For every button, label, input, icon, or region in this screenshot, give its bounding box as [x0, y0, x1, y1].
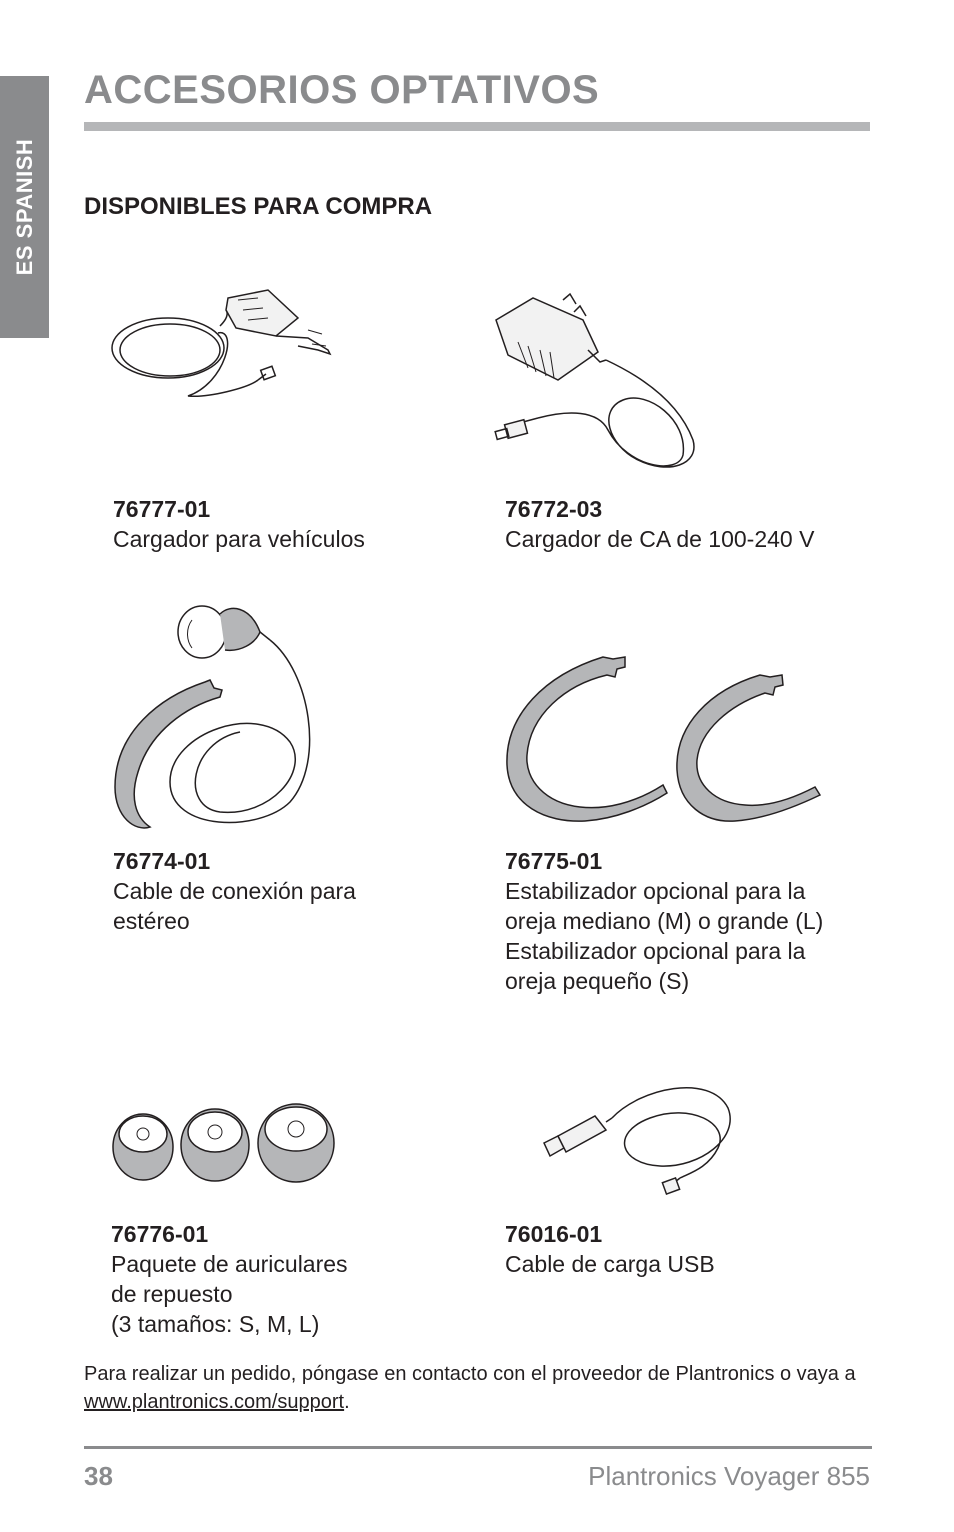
item-code: 76016-01 [505, 1221, 603, 1247]
item-description: Cargador de CA de 100-240 V [505, 526, 815, 552]
product-name: Plantronics Voyager 855 [588, 1461, 870, 1491]
language-tab [0, 76, 49, 338]
order-note [84, 1360, 874, 1416]
accessory-item [113, 846, 453, 936]
item-description: Cable de carga USB [505, 1251, 715, 1277]
accessory-item [113, 494, 453, 554]
ear-tips-icon [110, 1102, 340, 1184]
ac-charger-icon [488, 290, 700, 480]
car-charger-icon [108, 288, 343, 406]
accessory-item [505, 1219, 885, 1279]
usb-cable-icon [540, 1078, 735, 1200]
item-description: Cargador para vehículos [113, 526, 365, 552]
accessory-item [111, 1219, 451, 1339]
item-description: Paquete de auriculares de repuesto (3 tamaños: S, M, L) [111, 1251, 348, 1337]
stereo-cable-icon [110, 602, 325, 832]
item-code: 76775-01 [505, 848, 603, 874]
item-code: 76776-01 [111, 1221, 209, 1247]
language-tab-label: ES SPANISH [11, 138, 37, 276]
item-code: 76772-03 [505, 496, 603, 522]
section-subtitle: DISPONIBLES PARA COMPRA [84, 193, 433, 220]
accessory-item [505, 846, 905, 996]
item-code: 76777-01 [113, 496, 211, 522]
item-description: Estabilizador opcional para la oreja mediano (M) o grande (L) Estabilizador opcional para la oreja pequeño (S) [505, 878, 824, 994]
title-divider [84, 122, 870, 131]
support-link[interactable]: www.plantronics.com/support [84, 1391, 345, 1413]
footer-divider [84, 1446, 872, 1449]
accessory-item [505, 494, 885, 554]
page-title: ACCESORIOS OPTATIVOS [84, 68, 600, 112]
order-note-text: Para realizar un pedido, póngase en contacto con el proveedor de Plantronics o vaya a [84, 1363, 856, 1385]
page-number: 38 [84, 1461, 113, 1491]
order-note-end: . [344, 1391, 350, 1413]
item-code: 76774-01 [113, 848, 211, 874]
item-description: Cable de conexión para estéreo [113, 878, 356, 934]
ear-stabilizer-icon [505, 655, 823, 825]
